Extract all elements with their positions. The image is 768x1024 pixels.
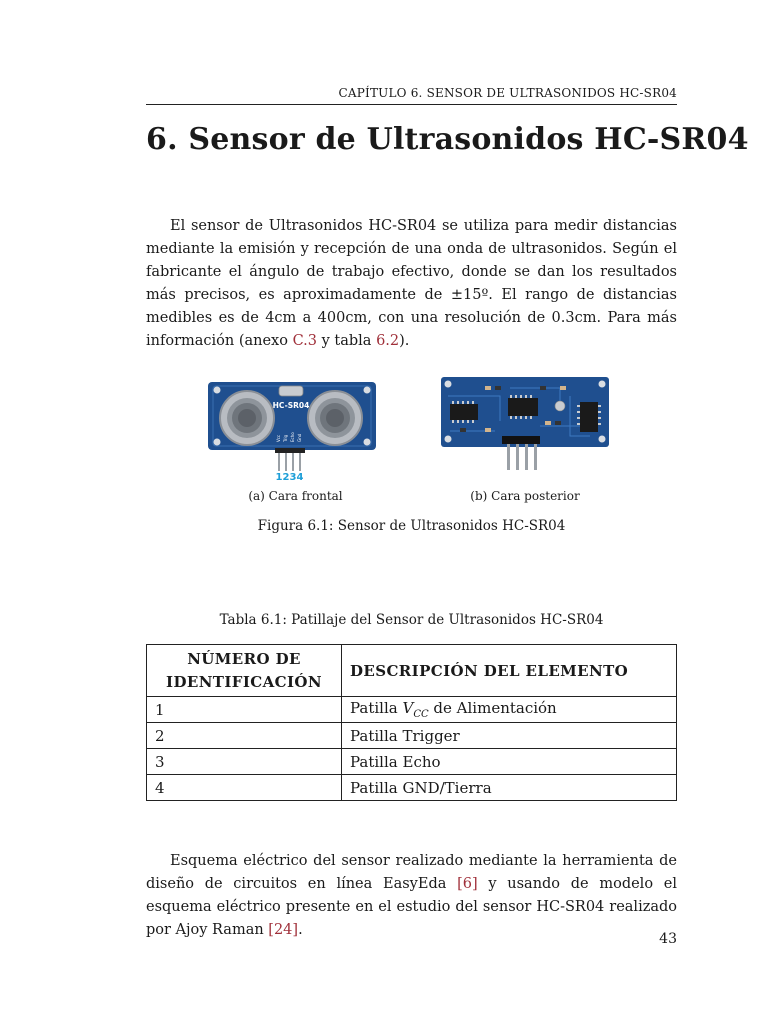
desc-text: Patilla <box>350 699 403 717</box>
cell-description: Patilla GND/Tierra <box>342 775 677 801</box>
desc-text-after: de Alimentación <box>428 699 557 717</box>
cell-number: 4 <box>147 775 342 801</box>
closing-text: Esquema eléctrico del sensor realizado mediante la herramienta de diseño de circuitos en línea EasyEda <box>146 853 677 892</box>
annex-ref-link[interactable]: C.3 <box>292 333 317 349</box>
cell-number: 1 <box>147 697 342 723</box>
table-header-row <box>147 645 677 697</box>
citation-link-24[interactable]: [24] <box>268 922 299 938</box>
subcaption-back: (b) Cara posterior <box>470 489 580 503</box>
front-pin-header <box>275 448 305 471</box>
pin-name-gnd: Gnd <box>297 433 302 442</box>
cell-description: Patilla Echo <box>342 749 677 775</box>
cell-description <box>342 697 677 723</box>
table-row <box>147 723 677 749</box>
header-id-line1: NÚMERO DE <box>187 649 301 668</box>
pin-table <box>146 644 677 801</box>
intro-text-mid: y tabla <box>317 333 377 349</box>
ic-chip-left <box>450 401 478 423</box>
header-description: DESCRIPCIÓN DEL ELEMENTO <box>342 645 677 697</box>
page-number: 43 <box>659 931 677 947</box>
intro-text-end: ). <box>399 333 410 349</box>
running-header: CAPÍTULO 6. SENSOR DE ULTRASONIDOS HC-SR04 <box>338 86 677 100</box>
pin-number-4: 4 <box>296 472 304 483</box>
pin-name-echo: Echo <box>290 432 295 442</box>
desc-var: V <box>402 699 414 717</box>
front-board-label: HC-SR04 <box>272 401 310 410</box>
crystal-oscillator <box>279 386 303 396</box>
pin-name-vcc: Vcc <box>276 434 281 442</box>
table-row <box>147 697 677 723</box>
cell-number: 2 <box>147 723 342 749</box>
pin-number-2: 2 <box>282 472 290 483</box>
desc-subscript: CC <box>413 709 429 720</box>
chapter-title: 6. Sensor de Ultrasonidos HC-SR04 <box>146 122 749 157</box>
figure-caption: Figura 6.1: Sensor de Ultrasonidos HC-SR04 <box>257 518 566 534</box>
pin-number-1: 1 <box>275 472 283 483</box>
cell-number: 3 <box>147 749 342 775</box>
intro-paragraph <box>146 215 677 353</box>
header-rule <box>146 104 677 105</box>
sensor-back-image <box>440 376 610 476</box>
header-id-line2: IDENTIFICACIÓN <box>166 672 322 691</box>
closing-text-mid: y usando de modelo el esquema eléctrico presente en el estudio del sensor HC-SR04 realizado por Ajoy Raman <box>146 876 677 938</box>
ic-chip-right <box>577 402 601 432</box>
header-id-number <box>147 645 342 697</box>
ic-chip-center <box>508 395 538 419</box>
table-caption: Tabla 6.1: Patillaje del Sensor de Ultrasonidos HC-SR04 <box>219 612 604 628</box>
table-ref-link[interactable]: 6.2 <box>376 333 400 349</box>
sensor-front-image <box>207 378 377 483</box>
table-row <box>147 775 677 801</box>
pin-name-trig: Trig <box>283 434 288 442</box>
cell-description: Patilla Trigger <box>342 723 677 749</box>
pin-number-3: 3 <box>289 472 297 483</box>
left-transducer <box>220 391 274 445</box>
table-row <box>147 749 677 775</box>
citation-link-6[interactable]: [6] <box>457 876 478 892</box>
closing-text-end: . <box>298 922 303 938</box>
intro-text: El sensor de Ultrasonidos HC-SR04 se utiliza para medir distancias mediante la emisión y recepción de una onda de ultrasonidos. Según el fabricante el ángulo de trabajo efectivo, donde se dan los resultados más precisos, es aproximadamente de ±15º. El rango de distancias medibles es de 4cm a 400cm, con una resolución de 0.3cm. Para más información (anexo <box>146 218 677 349</box>
closing-paragraph <box>146 850 677 942</box>
subcaption-front: (a) Cara frontal <box>248 489 343 503</box>
back-pin-header <box>502 436 540 470</box>
right-transducer <box>308 391 362 445</box>
